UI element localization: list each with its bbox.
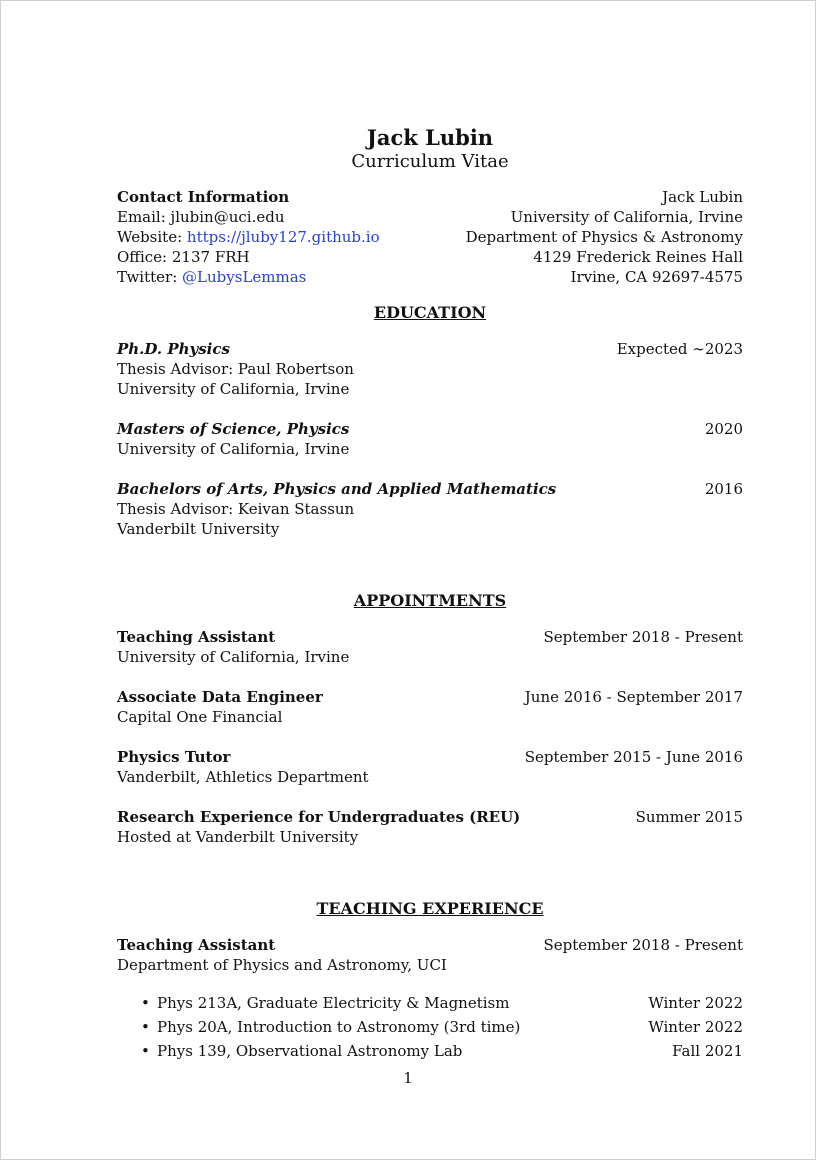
address-line: Jack Lubin xyxy=(662,188,743,206)
course-list xyxy=(117,991,743,1063)
course-term: Fall 2021 xyxy=(672,1042,743,1060)
email-line xyxy=(117,207,380,227)
degree-date: 2020 xyxy=(704,420,743,438)
teaching-org: Department of Physics and Astronomy, UCI xyxy=(117,956,447,974)
teaching-heading: TEACHING EXPERIENCE xyxy=(316,899,544,918)
appointment-entry xyxy=(117,687,743,727)
page-number: 1 xyxy=(403,1069,413,1087)
appointment-entry xyxy=(117,807,743,847)
office-value: 2137 FRH xyxy=(171,248,250,266)
course-name: Phys 213A, Graduate Electricity & Magnetism xyxy=(157,994,510,1012)
degree-date: Expected ∼2023 xyxy=(616,340,743,358)
contact-heading: Contact Information xyxy=(117,188,290,206)
degree-date: 2016 xyxy=(704,480,743,498)
twitter-link[interactable]: @LubysLemmas xyxy=(182,268,307,286)
course-item xyxy=(141,1015,743,1039)
website-link[interactable]: https://jluby127.github.io xyxy=(186,228,380,246)
address-line: 4129 Frederick Reines Hall xyxy=(533,248,743,266)
degree-detail: Thesis Advisor: Paul Robertson xyxy=(117,360,354,378)
degree-title: Bachelors of Arts, Physics and Applied Mathematics xyxy=(117,480,557,498)
course-term: Winter 2022 xyxy=(648,994,743,1012)
appointment-role: Physics Tutor xyxy=(117,748,231,766)
person-name: Jack Lubin xyxy=(366,125,494,150)
education-heading: EDUCATION xyxy=(373,303,487,322)
course-term: Winter 2022 xyxy=(648,1018,743,1036)
appointment-role: Teaching Assistant xyxy=(117,628,276,646)
appointment-entry xyxy=(117,627,743,667)
degree-title: Masters of Science, Physics xyxy=(117,420,350,438)
appointment-date: September 2015 - June 2016 xyxy=(524,748,743,766)
contact-block xyxy=(117,187,743,287)
appointment-role: Research Experience for Undergraduates (REU) xyxy=(117,808,521,826)
teaching-entry xyxy=(117,935,743,1063)
appointment-org: University of California, Irvine xyxy=(117,648,350,666)
email-value: jlubin@uci.edu xyxy=(170,208,285,226)
contact-info xyxy=(117,187,380,287)
address-line: Irvine, CA 92697-4575 xyxy=(570,268,743,286)
appointment-org: Hosted at Vanderbilt University xyxy=(117,828,359,846)
appointments-heading: APPOINTMENTS xyxy=(353,591,507,610)
email-label: Email: xyxy=(117,208,166,226)
appointment-date: Summer 2015 xyxy=(635,808,743,826)
cv-content xyxy=(117,125,743,1083)
bullet-icon: • xyxy=(141,1018,150,1036)
course-name: Phys 139, Observational Astronomy Lab xyxy=(157,1042,463,1060)
course-item xyxy=(141,1039,743,1063)
teaching-date: September 2018 - Present xyxy=(543,936,743,954)
bullet-icon: • xyxy=(141,994,150,1012)
teaching-role: Teaching Assistant xyxy=(117,936,276,954)
degree-title: Ph.D. Physics xyxy=(117,340,230,358)
degree-detail: Thesis Advisor: Keivan Stassun xyxy=(117,500,355,518)
office-line xyxy=(117,247,380,267)
appointment-role: Associate Data Engineer xyxy=(117,688,323,706)
bullet-icon: • xyxy=(141,1042,150,1060)
address-line: Department of Physics & Astronomy xyxy=(465,228,743,246)
address-line: University of California, Irvine xyxy=(510,208,743,226)
appointment-org: Capital One Financial xyxy=(117,708,283,726)
office-label: Office: xyxy=(117,248,168,266)
appointment-date: September 2018 - Present xyxy=(543,628,743,646)
course-name: Phys 20A, Introduction to Astronomy (3rd time) xyxy=(157,1018,521,1036)
twitter-label: Twitter: xyxy=(117,268,178,286)
twitter-line xyxy=(117,267,380,287)
website-label: Website: xyxy=(117,228,183,246)
website-line xyxy=(117,227,380,247)
appointment-date: June 2016 - September 2017 xyxy=(524,688,743,706)
degree-detail: University of California, Irvine xyxy=(117,440,350,458)
mailing-address xyxy=(466,187,743,287)
appointment-entry xyxy=(117,747,743,787)
document-subtitle: Curriculum Vitae xyxy=(351,151,509,172)
cv-header xyxy=(117,125,743,173)
degree-detail: Vanderbilt University xyxy=(117,520,280,538)
education-entry xyxy=(117,339,743,399)
appointment-org: Vanderbilt, Athletics Department xyxy=(117,768,369,786)
degree-detail: University of California, Irvine xyxy=(117,380,350,398)
education-entry xyxy=(117,479,743,539)
education-entry xyxy=(117,419,743,459)
course-item xyxy=(141,991,743,1015)
